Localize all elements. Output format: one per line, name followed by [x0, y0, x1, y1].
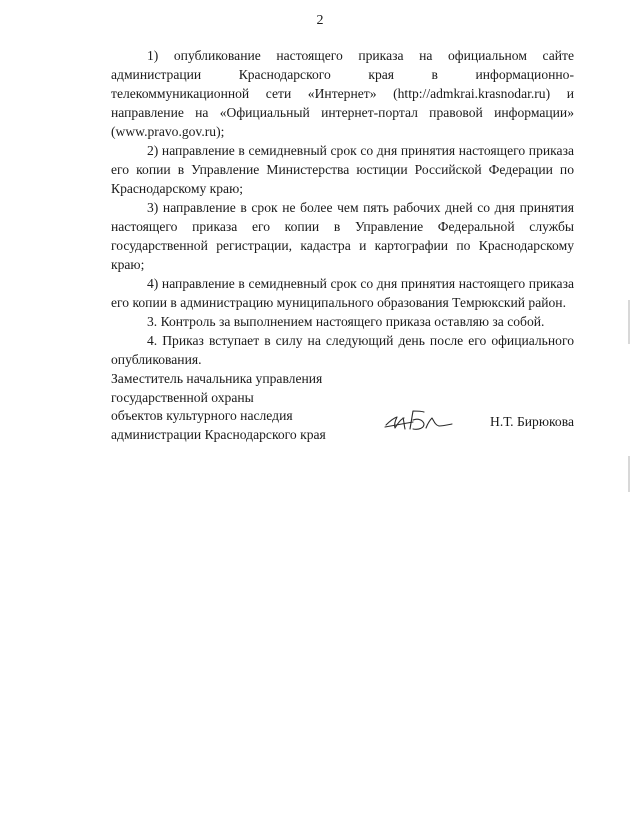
paragraph-control: 3. Контроль за выполнением настоящего приказа оставляю за собой. [147, 314, 545, 329]
signer-title-line: государственной охраны [111, 389, 254, 405]
paragraph-ministry-of-justice: 2) направление в семидневный срок со дня принятия настоящего приказа его копии в Управление Министерства юстиции Российской Федерации по Краснодарскому краю; [111, 143, 574, 196]
paragraph-publication: 1) опубликование настоящего приказа на официальном сайте администрации Краснодарского края в информационно-телекоммуникационной сети «Интернет» (http://admkrai.krasnodar.ru) и направление на «Официальный интернет-портал правовой информации» (www.pravo.gov.ru); [111, 48, 574, 139]
signature-block [111, 370, 574, 444]
signer-title-line: Заместитель начальника управления [111, 371, 323, 386]
paragraph-federal-registration-service: 3) направление в срок не более чем пять рабочих дней со дня принятия настоящего приказа его копии в Управление Федеральной службы государственной регистрации, кадастра и картографии по Краснодарскому краю; [111, 200, 574, 272]
page-number: 2 [316, 13, 324, 28]
paragraph-temryuk-district: 4) направление в семидневный срок со дня принятия настоящего приказа его копии в администрацию муниципального образования Темрюкский район. [111, 276, 574, 310]
scan-edge-mark [628, 456, 630, 492]
signer-title-line: администрации Краснодарского края [111, 426, 326, 442]
signer-title [111, 370, 574, 444]
handwritten-signature [383, 406, 455, 434]
scan-edge-mark [628, 300, 630, 344]
signer-title-line: объектов культурного наследия [111, 408, 293, 424]
signer-name: Н.Т. Бирюкова [490, 414, 574, 429]
paragraph-entry-into-force: 4. Приказ вступает в силу на следующий день после его официального опубликования. [111, 333, 574, 367]
document-body [111, 46, 574, 369]
